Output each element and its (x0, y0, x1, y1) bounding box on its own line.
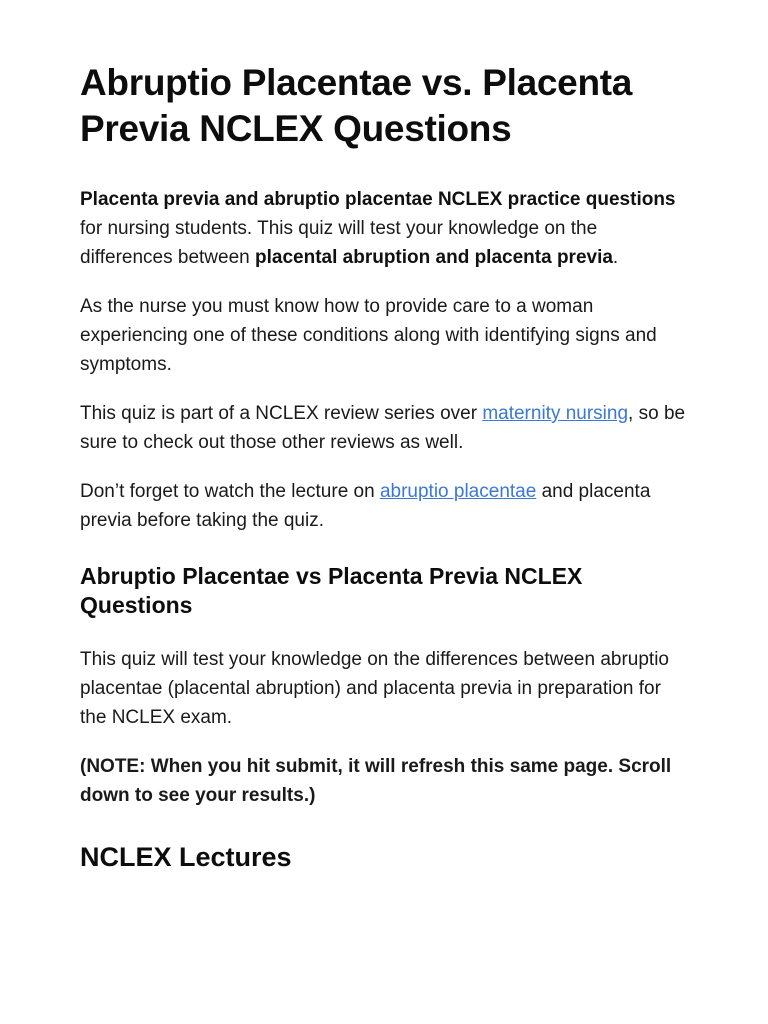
intro-bold-lead: Placenta previa and abruptio placentae NCLEX practice questions (80, 189, 676, 210)
lecture-text-before: Don’t forget to watch the lecture on (80, 481, 380, 502)
series-text-after: , so be sure to check out those other reviews as well. (80, 403, 686, 453)
series-text-before: This quiz is part of a NCLEX review series over (80, 403, 483, 424)
nurse-paragraph: As the nurse you must know how to provide care to a woman experiencing one of these conditions along with identifying signs and symptoms. (80, 296, 657, 375)
submit-note: (NOTE: When you hit submit, it will refresh this same page. Scroll down to see your results.) (80, 756, 672, 806)
lectures-heading: NCLEX Lectures (80, 842, 292, 872)
section-heading: Abruptio Placentae vs Placenta Previa NCLEX Questions (80, 563, 583, 618)
intro-bold-end: placental abruption and placenta previa (255, 247, 613, 268)
quiz-paragraph: This quiz will test your knowledge on the differences between abruptio placentae (placental abruption) and placenta previa in preparation for the NCLEX exam. (80, 649, 669, 728)
lecture-text-after: and placenta previa before taking the quiz. (80, 481, 651, 531)
intro-text: for nursing students. This quiz will test your knowledge on the differences between (80, 218, 598, 268)
maternity-nursing-link[interactable]: maternity nursing (482, 403, 629, 424)
intro-period: . (612, 247, 619, 268)
series-paragraph (80, 399, 688, 457)
lecture-paragraph (80, 477, 688, 535)
abruptio-placentae-link[interactable]: abruptio placentae (379, 481, 537, 502)
intro-paragraph (80, 185, 688, 272)
page-title: Abruptio Placentae vs. Placenta Previa NCLEX Questions (80, 62, 633, 149)
